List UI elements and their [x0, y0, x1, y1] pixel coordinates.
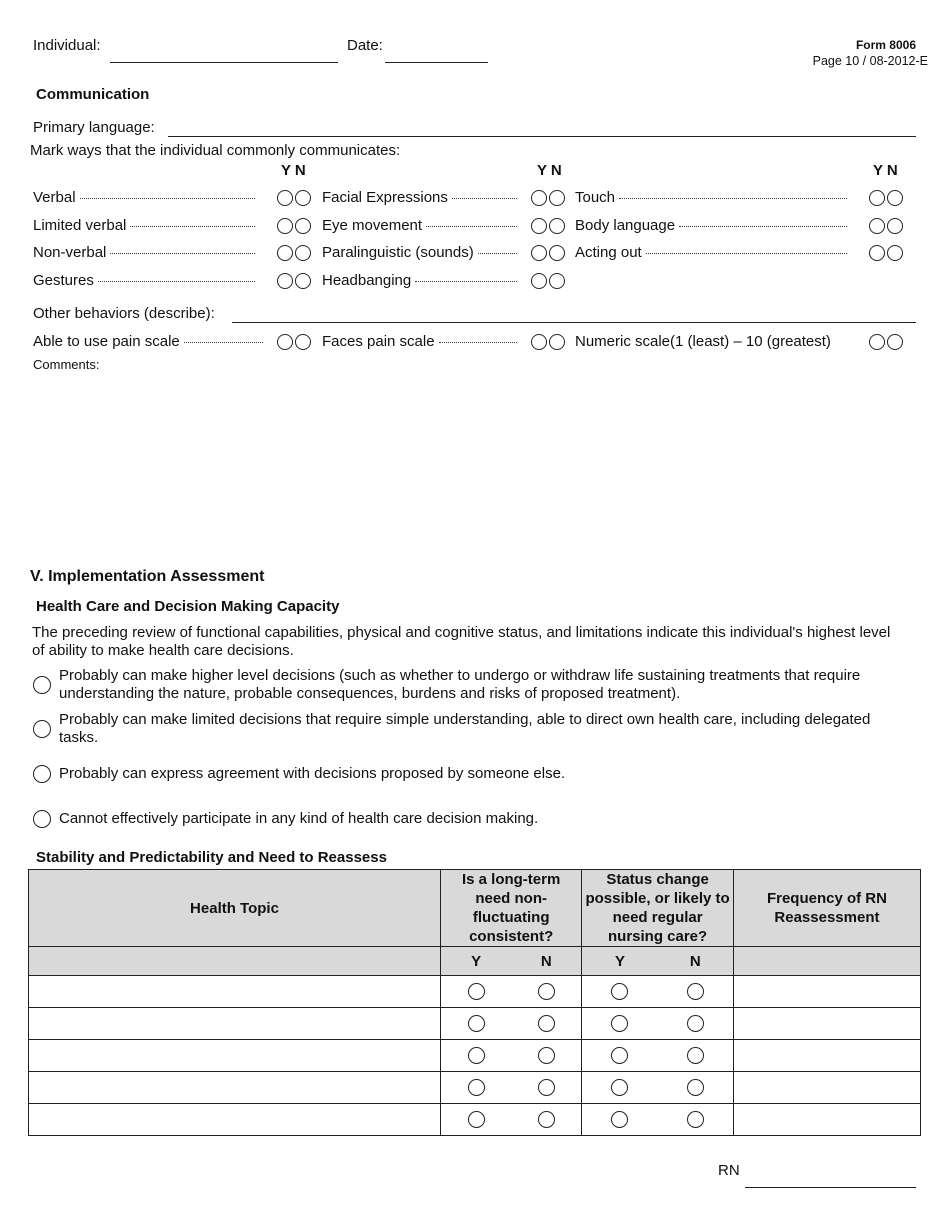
decision-option-4[interactable]: [33, 810, 913, 828]
stability-title: Stability and Predictability and Need to Reassess: [36, 849, 387, 866]
radio-pair-non-verbal-no-radio[interactable]: [295, 245, 311, 261]
radio-pair-pain-0-no-radio[interactable]: [295, 334, 311, 350]
radio-status-y[interactable]: [611, 1047, 628, 1064]
decision-option-2[interactable]: [33, 711, 913, 747]
radio-long-term-n[interactable]: [538, 1015, 555, 1032]
radio-pair-paralinguistic-sounds--no-radio[interactable]: [549, 245, 565, 261]
date-field[interactable]: [385, 62, 488, 63]
health-topic-cell[interactable]: [29, 1104, 441, 1136]
radio-cell: [582, 1040, 658, 1072]
dot-leader: [646, 253, 847, 254]
decision-option-3[interactable]: [33, 765, 913, 783]
label-pain-1: [322, 333, 517, 350]
radio-pair-acting-out-yes-radio[interactable]: [869, 245, 885, 261]
health-topic-cell[interactable]: [29, 976, 441, 1008]
radio-status-n[interactable]: [687, 1047, 704, 1064]
radio-status-n[interactable]: [687, 1111, 704, 1128]
decision-radio[interactable]: [33, 720, 51, 738]
dot-leader: [184, 342, 263, 343]
dot-leader: [679, 226, 847, 227]
decision-intro: The preceding review of functional capabilities, physical and cognitive status, and limitations indicate this individual's highest level of ability to make health care decisions.: [32, 624, 891, 659]
page-info: Page 10 / 08-2012-E: [812, 54, 928, 68]
label-paralinguistic-sounds--text: Paralinguistic (sounds): [322, 244, 474, 261]
radio-long-term-n[interactable]: [538, 1111, 555, 1128]
radio-pair-facial-expressions-no-radio[interactable]: [549, 190, 565, 206]
radio-pair-non-verbal: [277, 245, 311, 261]
yn-header-1: Y N: [281, 162, 306, 179]
decision-radio[interactable]: [33, 676, 51, 694]
label-gestures: [33, 272, 255, 289]
label-headbanging-text: Headbanging: [322, 272, 412, 289]
comments-label: Comments:: [33, 357, 100, 372]
radio-pair-acting-out: [869, 245, 903, 261]
other-behaviors-field[interactable]: [232, 322, 916, 323]
radio-cell: [582, 1104, 658, 1136]
primary-language-field[interactable]: [168, 136, 916, 137]
radio-cell: [582, 1008, 658, 1040]
radio-pair-acting-out-no-radio[interactable]: [887, 245, 903, 261]
radio-pair-body-language-yes-radio[interactable]: [869, 218, 885, 234]
radio-cell: [441, 1104, 512, 1136]
radio-cell: [658, 1104, 734, 1136]
radio-pair-verbal-no-radio[interactable]: [295, 190, 311, 206]
decision-option-text: Probably can make limited decisions that require simple understanding, able to direct own health care, including delegated tasks.: [59, 711, 871, 746]
col-n-2: N: [658, 947, 734, 976]
label-facial-expressions-text: Facial Expressions: [322, 189, 448, 206]
radio-long-term-y[interactable]: [468, 983, 485, 1000]
label-pain-0: [33, 333, 263, 350]
radio-status-n[interactable]: [687, 1079, 704, 1096]
label-eye-movement-text: Eye movement: [322, 217, 423, 234]
decision-radio[interactable]: [33, 765, 51, 783]
radio-pair-touch-yes-radio[interactable]: [869, 190, 885, 206]
radio-cell: [658, 976, 734, 1008]
radio-status-n[interactable]: [687, 983, 704, 1000]
frequency-cell[interactable]: [733, 976, 920, 1008]
radio-pair-eye-movement: [531, 218, 565, 234]
radio-pair-pain-2: [869, 334, 903, 350]
decision-radio[interactable]: [33, 810, 51, 828]
other-behaviors-label: Other behaviors (describe):: [33, 305, 215, 322]
header-frequency: Frequency of RN Reassessment: [733, 870, 920, 947]
radio-status-y[interactable]: [611, 983, 628, 1000]
col-y-2: Y: [582, 947, 658, 976]
radio-cell: [658, 1072, 734, 1104]
implementation-title: V. Implementation Assessment: [30, 568, 265, 585]
radio-cell: [441, 1040, 512, 1072]
label-acting-out: [575, 244, 847, 261]
label-eye-movement: [322, 217, 517, 234]
label-pain-1-text: Faces pain scale: [322, 333, 435, 350]
mark-ways-label: Mark ways that the individual commonly communicates:: [30, 142, 401, 159]
radio-cell: [658, 1040, 734, 1072]
label-pain-0-text: Able to use pain scale: [33, 333, 180, 350]
label-touch: [575, 189, 847, 206]
radio-pair-eye-movement-yes-radio[interactable]: [531, 218, 547, 234]
label-verbal: [33, 189, 255, 206]
radio-pair-body-language: [869, 218, 903, 234]
radio-pair-verbal-yes-radio[interactable]: [277, 190, 293, 206]
radio-cell: [511, 1072, 582, 1104]
radio-cell: [582, 976, 658, 1008]
radio-long-term-n[interactable]: [538, 1079, 555, 1096]
radio-long-term-y[interactable]: [468, 1111, 485, 1128]
health-topic-cell[interactable]: [29, 1040, 441, 1072]
dot-leader: [110, 253, 255, 254]
dot-leader: [415, 281, 517, 282]
radio-pair-touch-no-radio[interactable]: [887, 190, 903, 206]
radio-pair-pain-0: [277, 334, 311, 350]
label-non-verbal-text: Non-verbal: [33, 244, 107, 261]
table-row: [29, 1040, 921, 1072]
label-touch-text: Touch: [575, 189, 616, 206]
radio-pair-touch: [869, 190, 903, 206]
individual-label: Individual:: [33, 37, 101, 54]
radio-long-term-y[interactable]: [468, 1079, 485, 1096]
dot-leader: [619, 198, 847, 199]
label-non-verbal: [33, 244, 255, 261]
radio-pair-facial-expressions: [531, 190, 565, 206]
radio-status-y[interactable]: [611, 1015, 628, 1032]
radio-cell: [511, 1040, 582, 1072]
label-headbanging: [322, 272, 517, 289]
header-long-term: Is a long-term need non-fluctuating consistent?: [441, 870, 582, 947]
radio-long-term-n[interactable]: [538, 1047, 555, 1064]
radio-long-term-y[interactable]: [468, 1015, 485, 1032]
radio-pair-pain-1: [531, 334, 565, 350]
header-status-change: Status change possible, or likely to need regular nursing care?: [582, 870, 734, 947]
yn-header-2: Y N: [537, 162, 562, 179]
radio-pair-headbanging-yes-radio[interactable]: [531, 273, 547, 289]
decision-option-text: Probably can make higher level decisions (such as whether to undergo or withdraw life sustaining treatments that require understanding the nature, probable consequences, burdens and risks of proposed treatment).: [59, 667, 861, 702]
decision-option-text: Probably can express agreement with decisions proposed by someone else.: [59, 765, 566, 782]
table-row: [29, 976, 921, 1008]
table-row: [29, 1008, 921, 1040]
radio-pair-gestures: [277, 273, 311, 289]
radio-pair-headbanging-no-radio[interactable]: [549, 273, 565, 289]
label-verbal-text: Verbal: [33, 189, 76, 206]
radio-pair-gestures-yes-radio[interactable]: [277, 273, 293, 289]
radio-pair-limited-verbal-no-radio[interactable]: [295, 218, 311, 234]
radio-pair-pain-2-yes-radio[interactable]: [869, 334, 885, 350]
radio-pair-pain-2-no-radio[interactable]: [887, 334, 903, 350]
radio-pair-paralinguistic-sounds--yes-radio[interactable]: [531, 245, 547, 261]
dot-leader: [426, 226, 517, 227]
radio-pair-facial-expressions-yes-radio[interactable]: [531, 190, 547, 206]
frequency-cell[interactable]: [733, 1104, 920, 1136]
yn-row-blank: [29, 947, 441, 976]
radio-pair-gestures-no-radio[interactable]: [295, 273, 311, 289]
radio-pair-body-language-no-radio[interactable]: [887, 218, 903, 234]
decision-option-1[interactable]: [33, 667, 913, 703]
yn-row-blank-2: [733, 947, 920, 976]
table-row: [29, 1104, 921, 1136]
form-number: Form 8006: [855, 38, 916, 52]
health-topic-cell[interactable]: [29, 1008, 441, 1040]
label-limited-verbal: [33, 217, 255, 234]
dot-leader: [439, 342, 517, 343]
radio-pair-limited-verbal: [277, 218, 311, 234]
radio-cell: [582, 1072, 658, 1104]
stability-table: [28, 869, 921, 1136]
label-gestures-text: Gestures: [33, 272, 94, 289]
dot-leader: [98, 281, 255, 282]
dot-leader: [130, 226, 255, 227]
radio-pair-pain-1-no-radio[interactable]: [549, 334, 565, 350]
radio-status-y[interactable]: [611, 1111, 628, 1128]
col-n-1: N: [511, 947, 582, 976]
label-limited-verbal-text: Limited verbal: [33, 217, 127, 234]
col-y-1: Y: [441, 947, 512, 976]
label-pain-numeric: Numeric scale(1 (least) – 10 (greatest): [575, 333, 831, 350]
dot-leader: [478, 253, 517, 254]
table-row: [29, 1072, 921, 1104]
radio-pair-pain-1-yes-radio[interactable]: [531, 334, 547, 350]
label-facial-expressions: [322, 189, 517, 206]
radio-pair-pain-0-yes-radio[interactable]: [277, 334, 293, 350]
radio-cell: [441, 1008, 512, 1040]
rn-label: RN: [718, 1162, 740, 1179]
decision-option-text: Cannot effectively participate in any kind of health care decision making.: [59, 810, 539, 827]
radio-pair-eye-movement-no-radio[interactable]: [549, 218, 565, 234]
radio-pair-non-verbal-yes-radio[interactable]: [277, 245, 293, 261]
frequency-cell[interactable]: [733, 1072, 920, 1104]
date-label: Date:: [347, 37, 383, 54]
label-body-language: [575, 217, 847, 234]
label-acting-out-text: Acting out: [575, 244, 642, 261]
individual-field[interactable]: [110, 62, 338, 63]
frequency-cell[interactable]: [733, 1040, 920, 1072]
label-paralinguistic-sounds-: [322, 244, 517, 261]
radio-cell: [441, 1072, 512, 1104]
radio-pair-paralinguistic-sounds-: [531, 245, 565, 261]
radio-long-term-y[interactable]: [468, 1047, 485, 1064]
radio-long-term-n[interactable]: [538, 983, 555, 1000]
radio-status-n[interactable]: [687, 1015, 704, 1032]
label-body-language-text: Body language: [575, 217, 676, 234]
yn-header-3: Y N: [873, 162, 898, 179]
radio-cell: [511, 1104, 582, 1136]
radio-pair-verbal: [277, 190, 311, 206]
communication-title: Communication: [36, 86, 150, 103]
radio-cell: [511, 976, 582, 1008]
radio-pair-limited-verbal-yes-radio[interactable]: [277, 218, 293, 234]
radio-status-y[interactable]: [611, 1079, 628, 1096]
radio-cell: [441, 976, 512, 1008]
radio-pair-headbanging: [531, 273, 565, 289]
primary-language-label: Primary language:: [33, 119, 155, 136]
dot-leader: [452, 198, 517, 199]
header-health-topic: Health Topic: [29, 870, 441, 947]
dot-leader: [80, 198, 255, 199]
health-topic-cell[interactable]: [29, 1072, 441, 1104]
frequency-cell[interactable]: [733, 1008, 920, 1040]
rn-signature-field[interactable]: [745, 1187, 916, 1188]
decision-capacity-subtitle: Health Care and Decision Making Capacity: [36, 598, 340, 615]
radio-cell: [511, 1008, 582, 1040]
radio-cell: [658, 1008, 734, 1040]
